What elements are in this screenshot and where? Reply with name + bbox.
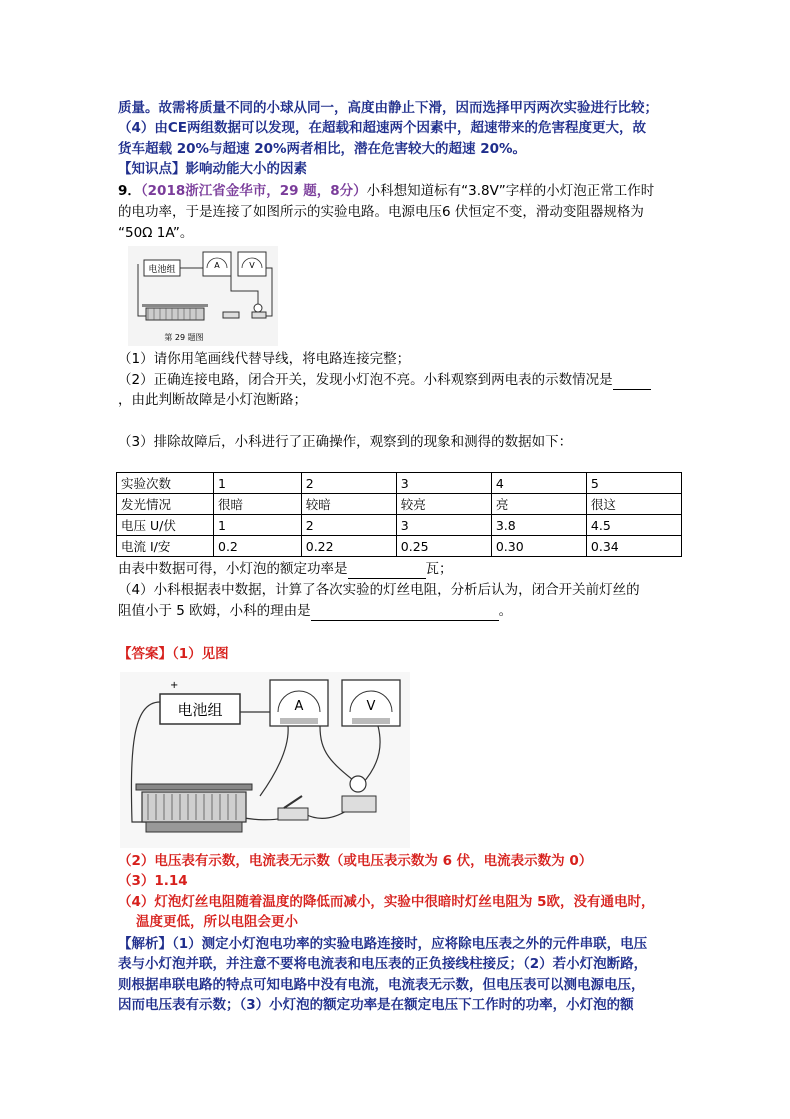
table-cell: 很暗: [214, 494, 302, 515]
table-row: [117, 494, 682, 515]
table-row-label: 电压 U/伏: [117, 515, 214, 536]
answer-line-3: （3）1.14: [118, 873, 188, 889]
table-row-label: 发光情况: [117, 494, 214, 515]
table-cell: 1: [214, 515, 302, 536]
table-cell: 4: [491, 473, 586, 494]
question-battery-label: 电池组: [148, 265, 176, 275]
question-part-4-cont: [118, 601, 512, 621]
table-row-label: 实验次数: [117, 473, 214, 494]
knowledge-point: [118, 159, 307, 179]
table-cell: 5: [586, 473, 681, 494]
question-part-4-text: 阻值小于 5 欧姆，小科的理由是: [118, 603, 311, 619]
table-cell: 较暗: [301, 494, 396, 515]
after-table-unit: 瓦；: [425, 561, 453, 577]
table-cell: 很这: [586, 494, 681, 515]
question-voltmeter-label: V: [249, 261, 255, 270]
analysis-line: 则根据串联电路的特点可知电路中没有电流，电流表无示数，但电压表可以测电源电压，: [118, 977, 645, 993]
prev-explanation-line: 货车超载 20%与超速 20%两者相比，潜在危害较大的超速 20%。: [118, 141, 527, 157]
answer-line-4: （4）灯泡灯丝电阻随着温度的降低而减小，实验中很暗时灯丝电阻为 5欧，没有通电时，: [118, 894, 655, 910]
analysis-line-1: [118, 934, 647, 954]
analysis-text: （1）测定小灯泡电功率的实验电路连接时，应将除电压表之外的元件串联，电压: [172, 936, 648, 952]
question-part-2-cont: ，由此判断故障是小灯泡断路；: [118, 392, 307, 408]
question-source: （2018浙江省金华市，29 题，8分）: [140, 183, 367, 199]
knowledge-label: 【知识点】: [118, 161, 186, 177]
analysis-line: 表与小灯泡并联，并注意不要将电流表和电压表的正负接线柱接反；（2）若小灯泡断路，: [118, 956, 648, 972]
table-cell: 0.2: [214, 536, 302, 557]
answer-label: 【答案】: [118, 646, 172, 662]
table-cell: 1: [214, 473, 302, 494]
question-figure-caption: 第 29 题图: [164, 333, 204, 342]
question-part-4-end: 。: [498, 603, 513, 619]
question-stem-line: [118, 181, 654, 201]
table-cell: 较亮: [396, 494, 491, 515]
table-row-label: 电流 I/安: [117, 536, 214, 557]
knowledge-text: 影响动能大小的因素: [185, 161, 307, 177]
data-table: [116, 472, 682, 557]
answer-text: （1）见图: [172, 646, 229, 662]
answer-blank: [311, 620, 499, 621]
answer-voltmeter-label: V: [366, 699, 376, 714]
answer-battery-label: 电池组: [177, 701, 223, 719]
table-row: [117, 536, 682, 557]
after-table-line: [118, 559, 453, 579]
prev-explanation-line: （4）由CE两组数据可以发现，在超载和超速两个因素中，超速带来的危害程度更大，故: [118, 120, 647, 136]
table-cell: 2: [301, 515, 396, 536]
answer-line-4-cont: 温度更低，所以电阻会更小: [136, 914, 298, 930]
answer-circuit-figure: [120, 672, 410, 848]
answer-line-2: （2）电压表有示数，电流表无示数（或电压表示数为 6 伏，电流表示数为 0）: [118, 853, 593, 869]
answer-line-1: [118, 644, 229, 664]
question-number: 9．: [118, 183, 141, 199]
analysis-line: 因而电压表有示数；（3）小灯泡的额定功率是在额定电压下工作时的功率，小灯泡的额: [118, 997, 634, 1013]
question-ammeter-label: A: [214, 261, 220, 270]
answer-blank: [348, 578, 426, 579]
table-row: [117, 515, 682, 536]
table-cell: 0.22: [301, 536, 396, 557]
table-cell: 0.34: [586, 536, 681, 557]
question-part-2-text: （2）正确连接电路，闭合开关，发现小灯泡不亮。小科观察到两电表的示数情况是: [118, 372, 613, 388]
table-cell: 0.25: [396, 536, 491, 557]
table-cell: 3: [396, 473, 491, 494]
question-circuit-figure: [128, 246, 278, 346]
analysis-label: 【解析】: [118, 936, 172, 952]
table-cell: 亮: [491, 494, 586, 515]
question-part-2: [118, 370, 651, 390]
question-part-1: （1）请你用笔画线代替导线，将电路连接完整；: [118, 351, 411, 367]
table-cell: 2: [301, 473, 396, 494]
answer-blank: [613, 389, 651, 390]
svg-text:+: +: [170, 680, 179, 691]
table-row: [117, 473, 682, 494]
prev-explanation-line: 质量。故需将质量不同的小球从同一，高度由静止下滑，因而选择甲丙两次实验进行比较；: [118, 100, 658, 116]
table-cell: 3: [396, 515, 491, 536]
question-stem-line: “50Ω 1A”。: [118, 225, 194, 241]
table-cell: 0.30: [491, 536, 586, 557]
table-cell: 4.5: [586, 515, 681, 536]
after-table-text: 由表中数据可得，小灯泡的额定功率是: [118, 561, 348, 577]
question-stem: 小科想知道标有“3.8V”字样的小灯泡正常工作时: [366, 183, 655, 199]
table-cell: 3.8: [491, 515, 586, 536]
answer-ammeter-label: A: [294, 699, 304, 714]
question-stem-line: 的电功率，于是连接了如图所示的实验电路。电源电压6 伏恒定不变，滑动变阻器规格为: [118, 204, 644, 220]
question-part-4: （4）小科根据表中数据，计算了各次实验的灯丝电阻，分析后认为，闭合开关前灯丝的: [118, 582, 640, 598]
question-part-3: （3）排除故障后，小科进行了正确操作，观察到的现象和测得的数据如下：: [118, 434, 573, 450]
